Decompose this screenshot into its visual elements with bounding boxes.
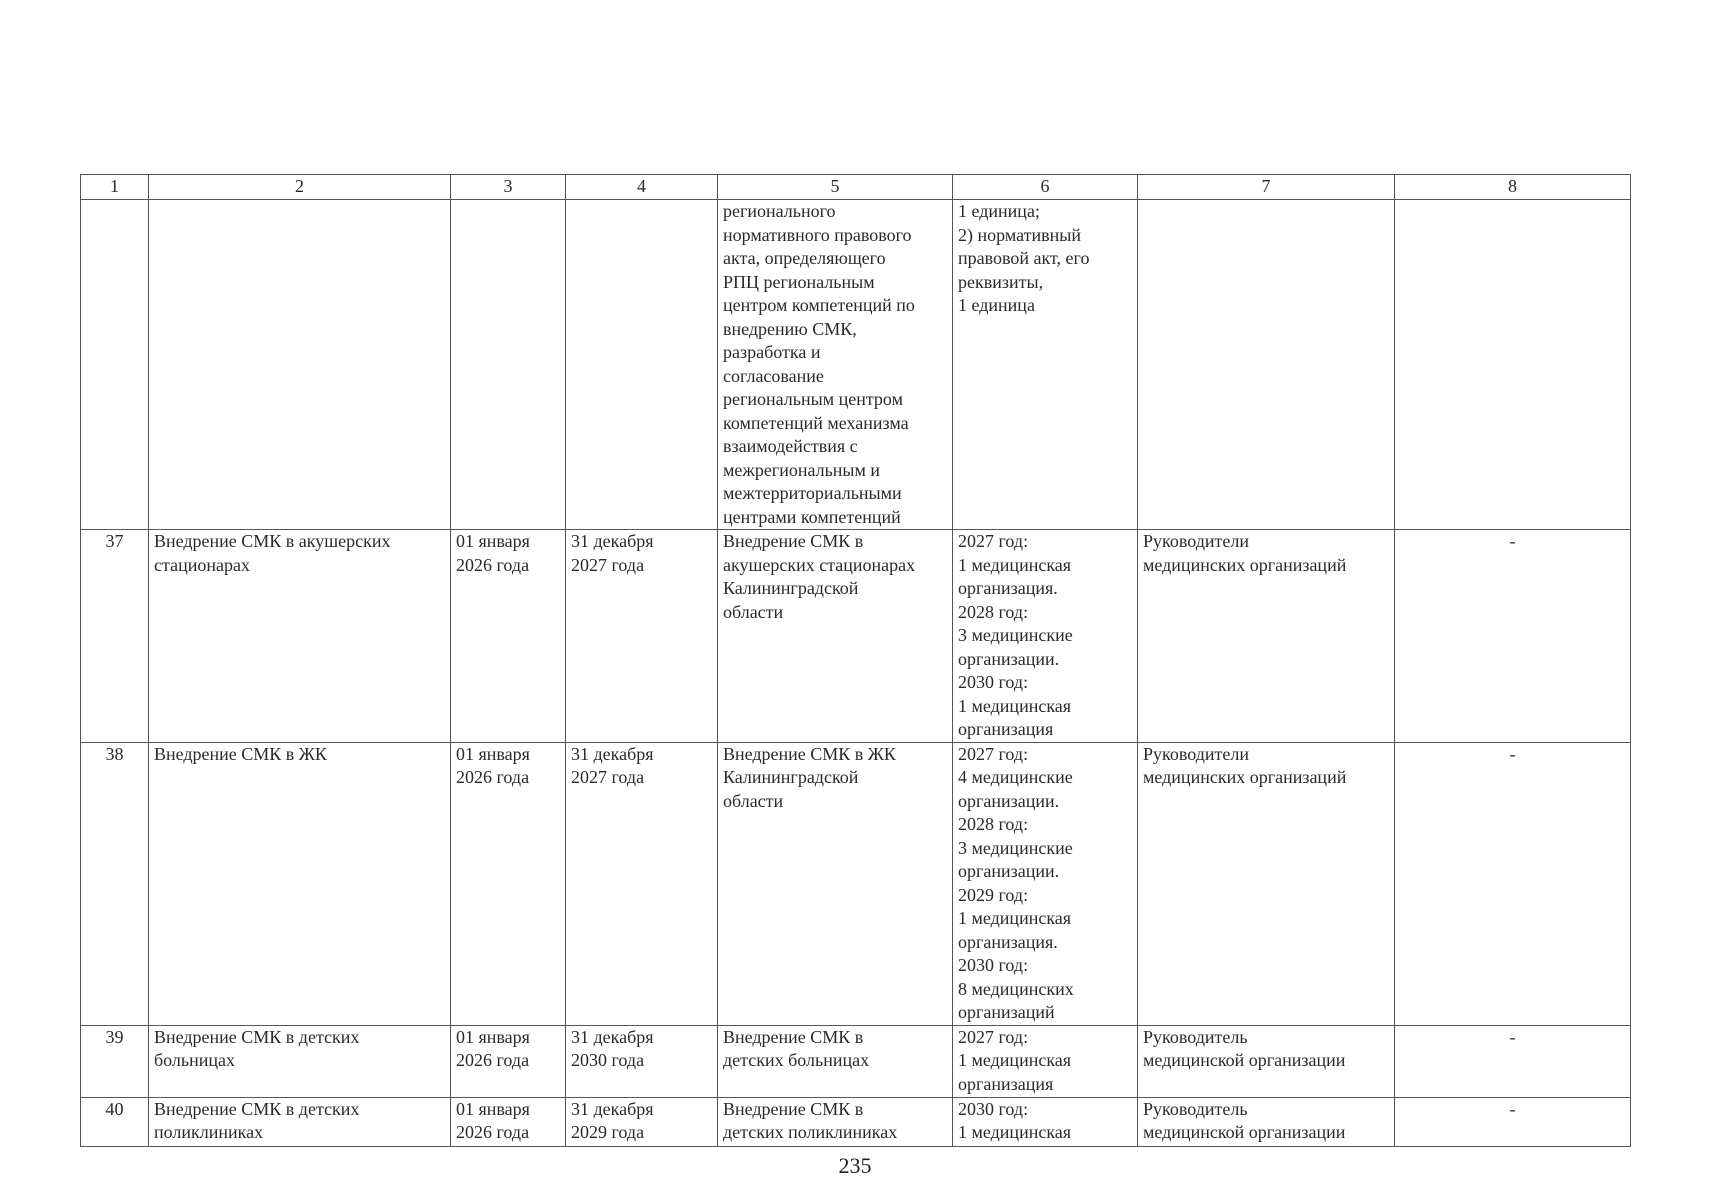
cell-end-date: 31 декабря 2027 года xyxy=(566,530,718,743)
cell-indicator: 2027 год: 4 медицинские организации. 2028 год: 3 медицинские организации. 2029 год: 1 медицинская организация. 2030 год: 8 медицинских организаций xyxy=(953,742,1138,1025)
cell-responsible: Руководители медицинских организаций xyxy=(1138,530,1395,743)
table-row xyxy=(81,742,1631,1025)
table-row xyxy=(81,1097,1631,1146)
cell-indicator: 2027 год: 1 медицинская организация xyxy=(953,1025,1138,1097)
cell-end-date: 31 декабря 2029 года xyxy=(566,1097,718,1146)
cell-empty xyxy=(1395,200,1631,530)
cell-number: 39 xyxy=(81,1025,149,1097)
cell-note: - xyxy=(1395,1097,1631,1146)
cell-activity-name: Внедрение СМК в ЖК xyxy=(149,742,451,1025)
cell-result: Внедрение СМК в детских поликлиниках xyxy=(718,1097,953,1146)
cell-result: Внедрение СМК в акушерских стационарах Калининградской области xyxy=(718,530,953,743)
cell-empty xyxy=(81,200,149,530)
cell-indicator: 2027 год: 1 медицинская организация. 2028 год: 3 медицинские организации. 2030 год: 1 медицинская организация xyxy=(953,530,1138,743)
cell-responsible: Руководители медицинских организаций xyxy=(1138,742,1395,1025)
column-header-2: 2 xyxy=(149,175,451,200)
column-header-6: 6 xyxy=(953,175,1138,200)
column-header-8: 8 xyxy=(1395,175,1631,200)
cell-note: - xyxy=(1395,530,1631,743)
plan-table xyxy=(80,174,1631,1147)
cell-activity-name: Внедрение СМК в акушерских стационарах xyxy=(149,530,451,743)
cell-empty xyxy=(1138,200,1395,530)
cell-number: 40 xyxy=(81,1097,149,1146)
cell-empty xyxy=(451,200,566,530)
cell-start-date: 01 января 2026 года xyxy=(451,1097,566,1146)
page-number: 235 xyxy=(838,1153,872,1178)
column-header-3: 3 xyxy=(451,175,566,200)
column-header-4: 4 xyxy=(566,175,718,200)
cell-result: Внедрение СМК в ЖК Калининградской области xyxy=(718,742,953,1025)
cell-note: - xyxy=(1395,1025,1631,1097)
cell-result: Внедрение СМК в детских больницах xyxy=(718,1025,953,1097)
cell-responsible: Руководитель медицинской организации xyxy=(1138,1097,1395,1146)
table-row-continuation xyxy=(81,200,1631,530)
column-header-7: 7 xyxy=(1138,175,1395,200)
cell-empty xyxy=(566,200,718,530)
cell-number: 37 xyxy=(81,530,149,743)
cell-end-date: 31 декабря 2027 года xyxy=(566,742,718,1025)
column-number-row xyxy=(81,175,1631,200)
column-header-1: 1 xyxy=(81,175,149,200)
cell-indicator: 1 единица; 2) нормативный правовой акт, его реквизиты, 1 единица xyxy=(953,200,1138,530)
table-row xyxy=(81,1025,1631,1097)
cell-responsible: Руководитель медицинской организации xyxy=(1138,1025,1395,1097)
column-header-5: 5 xyxy=(718,175,953,200)
cell-start-date: 01 января 2026 года xyxy=(451,1025,566,1097)
cell-start-date: 01 января 2026 года xyxy=(451,530,566,743)
cell-empty xyxy=(149,200,451,530)
cell-end-date: 31 декабря 2030 года xyxy=(566,1025,718,1097)
cell-activity-name: Внедрение СМК в детских поликлиниках xyxy=(149,1097,451,1146)
cell-number: 38 xyxy=(81,742,149,1025)
cell-start-date: 01 января 2026 года xyxy=(451,742,566,1025)
cell-indicator: 2030 год: 1 медицинская xyxy=(953,1097,1138,1146)
cell-activity-name: Внедрение СМК в детских больницах xyxy=(149,1025,451,1097)
table-row xyxy=(81,530,1631,743)
cell-result: регионального нормативного правового акта, определяющего РПЦ региональным центром компетенций по внедрению СМК, разработка и согласование региональным центром компетенций механизма взаимодействия с межрегиональным и межтерриториальными центрами компетенций xyxy=(718,200,953,530)
cell-note: - xyxy=(1395,742,1631,1025)
